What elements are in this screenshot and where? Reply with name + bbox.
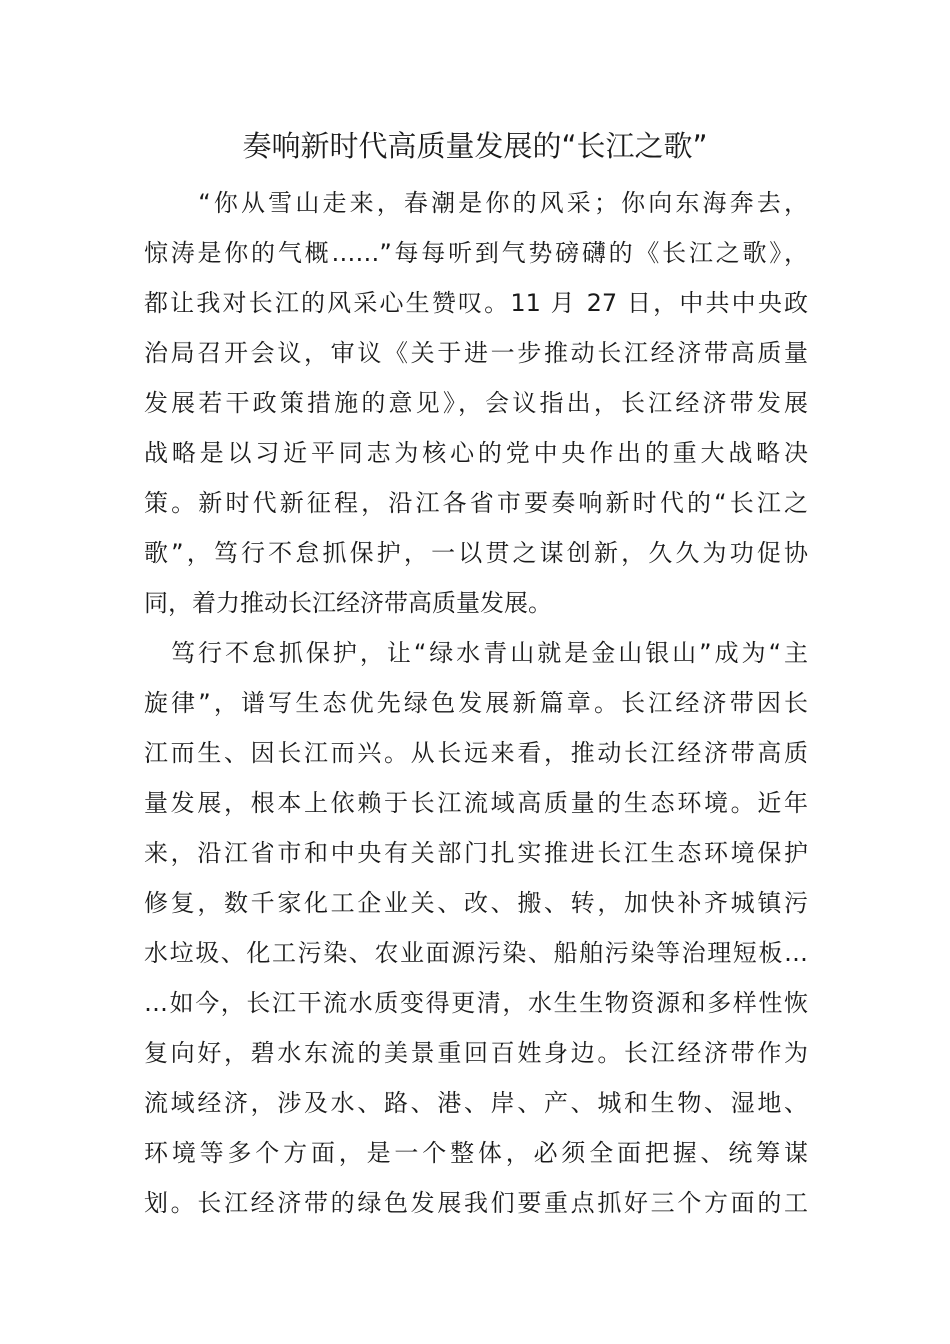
text-line: 旋律”，谱写生态优先绿色发展新篇章。长江经济带因长 [144,689,808,717]
text-line: 水垃圾、化工污染、农业面源污染、船舶污染等治理短板… [144,939,808,967]
text-line: 修复，数千家化工企业关、改、搬、转，加快补齐城镇污 [144,889,808,917]
text-line: 都让我对长江的风采心生赞叹。11 月 27 日，中共中央政 [144,289,808,317]
text-line: 发展若干政策措施的意见》，会议指出，长江经济带发展 [144,389,808,417]
text-line: …如今，长江干流水质变得更清，水生生物资源和多样性恢 [144,989,808,1017]
text-line: 同，着力推动长江经济带高质量发展。 [144,589,552,617]
text-line: 复向好，碧水东流的美景重回百姓身边。长江经济带作为 [144,1039,808,1067]
text-line: 策。新时代新征程，沿江各省市要奏响新时代的“长江之 [144,489,808,517]
text-line: 惊涛是你的气概……”每每听到气势磅礴的《长江之歌》， [144,239,808,267]
text-line: 治局召开会议，审议《关于进一步推动长江经济带高质量 [144,339,808,367]
text-line: “你从雪山走来，春潮是你的风采；你向东海奔去， [144,189,808,217]
document-title: 奏响新时代高质量发展的“长江之歌” [242,129,708,163]
text-line: 来，沿江省市和中央有关部门扎实推进长江生态环境保护 [144,839,808,867]
text-line: 歌”，笃行不怠抓保护，一以贯之谋创新，久久为功促协 [144,539,808,567]
text-line: 江而生、因长江而兴。从长远来看，推动长江经济带高质 [144,739,808,767]
text-line: 量发展，根本上依赖于长江流域高质量的生态环境。近年 [144,789,808,817]
text-line: 笃行不怠抓保护，让“绿水青山就是金山银山”成为“主 [144,639,808,667]
document-body [144,178,808,1228]
text-line: 战略是以习近平同志为核心的党中央作出的重大战略决 [144,439,808,467]
text-line: 划。长江经济带的绿色发展我们要重点抓好三个方面的工 [144,1189,808,1217]
text-line: 环境等多个方面，是一个整体，必须全面把握、统筹谋 [144,1139,808,1167]
text-line: 流域经济，涉及水、路、港、岸、产、城和生物、湿地、 [144,1089,808,1117]
